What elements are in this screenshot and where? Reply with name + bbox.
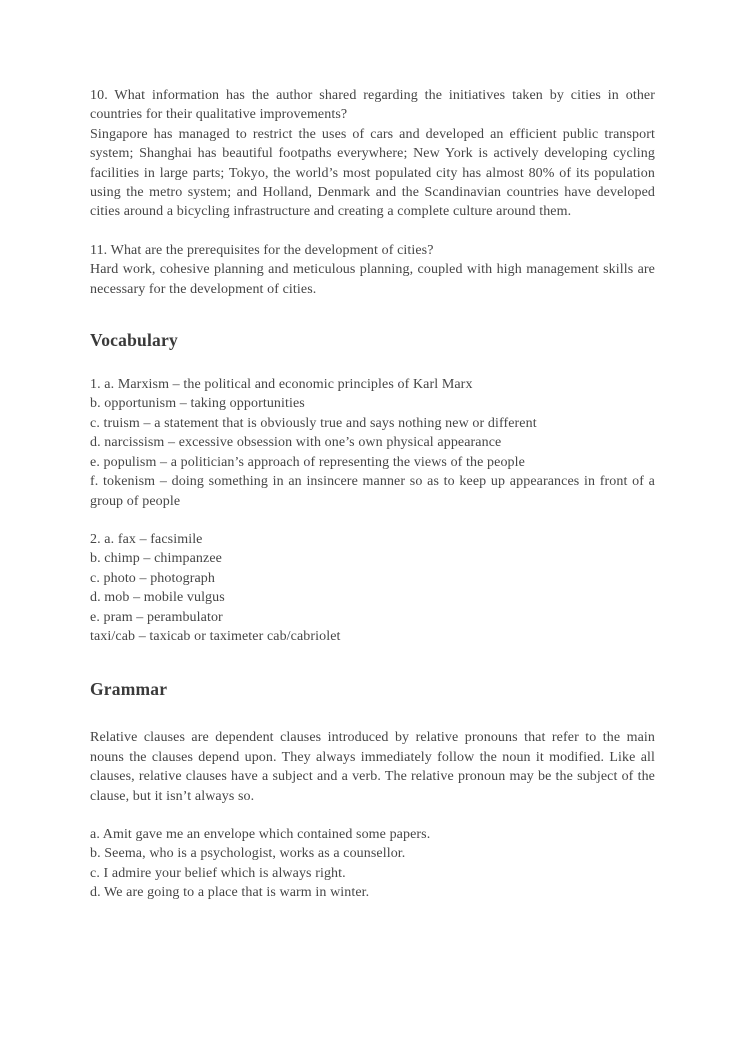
vocab-item-fax: 2. a. fax – facsimile — [90, 531, 203, 547]
grammar-heading: Grammar — [90, 679, 168, 700]
question-10-text: 10. What information has the author shared regarding the initiatives taken by cities in other countries for their qualitative improvements? — [90, 88, 655, 123]
vocab-item-truism: c. truism – a statement that is obviously true and says nothing new or different — [90, 415, 537, 431]
answer-11-text: Hard work, cohesive planning and meticulous planning, coupled with high management skills are necessary for the development of cities. — [90, 262, 655, 297]
question-11-text: 11. What are the prerequisites for the development of cities? — [90, 242, 434, 258]
grammar-example-c: c. I admire your belief which is always right. — [90, 865, 346, 881]
grammar-example-b: b. Seema, who is a psychologist, works as a counsellor. — [90, 846, 406, 862]
vocab-item-tokenism: f. tokenism – doing something in an insincere manner so as to keep up appearances in front of a group of people — [90, 474, 655, 509]
vocab-item-narcissism: d. narcissism – excessive obsession with one’s own physical appearance — [90, 435, 502, 451]
grammar-example-d: d. We are going to a place that is warm in winter. — [90, 885, 370, 901]
vocabulary-set-1 — [90, 375, 655, 511]
answer-10-text: Singapore has managed to restrict the uses of cars and developed an efficient public transport system; Shanghai has beautiful footpaths everywhere; New York is actively developing cycling facilities in large parts; Tokyo, the world’s most populated city has almost 80% of its population using the metro system; and Holland, Denmark and the Scandinavian countries have developed cities around a bicycling infrastructure and creating a complete culture around them. — [90, 126, 655, 220]
vocab-item-chimp: b. chimp – chimpanzee — [90, 551, 222, 567]
vocab-item-mob: d. mob – mobile vulgus — [90, 590, 225, 606]
vocab-item-opportunism: b. opportunism – taking opportunities — [90, 396, 305, 412]
vocabulary-set-2 — [90, 530, 655, 646]
vocab-item-taxi: taxi/cab – taxicab or taximeter cab/cabriolet — [90, 628, 341, 644]
vocab-item-marxism: 1. a. Marxism – the political and economic principles of Karl Marx — [90, 377, 473, 393]
grammar-examples-list — [90, 825, 655, 903]
grammar-intro-text: Relative clauses are dependent clauses introduced by relative pronouns that refer to the main nouns the clauses depend upon. They always immediately follow the noun it modified. Like all clauses, relative clauses have a subject and a verb. The relative pronoun may be the subject of the clause, but it isn’t always so. — [90, 730, 655, 804]
vocabulary-heading: Vocabulary — [90, 330, 178, 351]
vocab-item-photo: c. photo – photograph — [90, 570, 215, 586]
vocab-item-pram: e. pram – perambulator — [90, 609, 223, 625]
grammar-example-a: a. Amit gave me an envelope which contained some papers. — [90, 826, 431, 842]
vocab-item-populism: e. populism – a politician’s approach of representing the views of the people — [90, 454, 525, 470]
qa-block-question-10 — [90, 86, 655, 222]
qa-block-question-11 — [90, 241, 655, 299]
